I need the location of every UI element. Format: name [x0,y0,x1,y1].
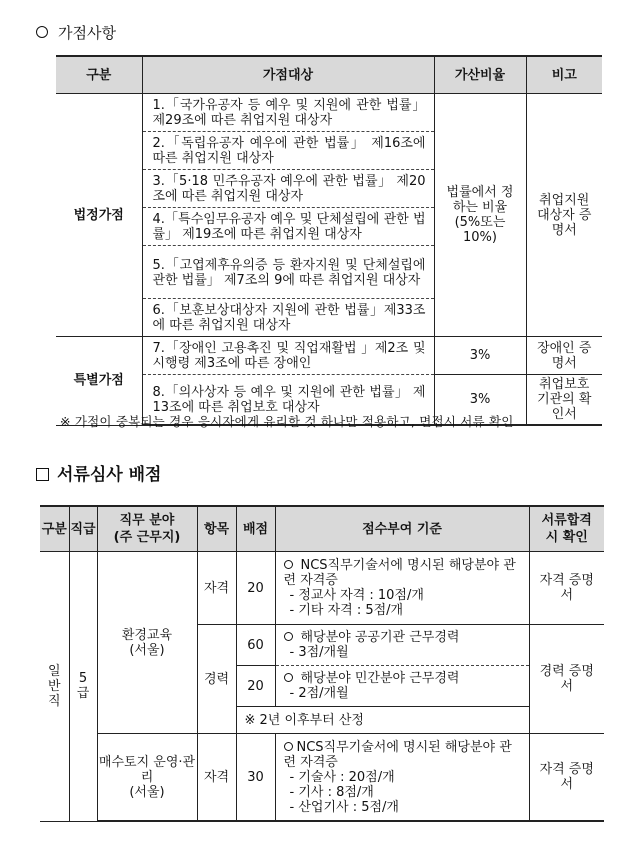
header-rate: 가산비율 [434,56,526,94]
score-cell: 60 [236,625,275,666]
item-qualification: 자격 [197,734,236,822]
item-career: 경력 [197,625,236,734]
header-note: 비고 [526,56,602,94]
bonus-points-table [56,55,602,426]
criteria-cell: 해당분야 민간분야 근무경력 - 2점/개월 [275,666,529,707]
circle-bullet-icon [36,26,48,38]
section-title-document-screening: 서류심사 배점 [36,460,161,485]
header-score: 배점 [236,506,275,552]
check-cell: 자격 증명서 [529,552,604,625]
bonus-footnote: ※ 가점이 중복되는 경우 응시자에게 유리한 것 하나만 적용하고, 면접시 서류 확인 [60,414,514,429]
legal-note: 취업지원 대상자 증명서 [526,94,602,337]
circle-bullet-icon [284,673,293,682]
table-row [40,552,604,625]
header-field: 직무 분야 (주 근무지) [97,506,197,552]
division-cell: 일반직 [40,552,69,822]
special-rate: 3% [434,375,526,426]
legal-rate: 법률에서 정하는 비율 (5%또는 10%) [434,94,526,337]
table-row [56,337,602,375]
header-division: 구분 [40,506,69,552]
table-header-row [40,506,604,552]
header-category: 구분 [56,56,142,94]
grade-cell: 5급 [69,552,97,822]
document-screening-table [40,505,604,822]
legal-item: 5.「고엽제후유의증 등 환자지원 및 단체설립에 관한 법률」 제7조의 9에 따른 취업지원 대상자 [142,246,434,299]
score-cell: 30 [236,734,275,822]
criteria-cell: 해당분야 공공기관 근무경력 - 3점/개월 [275,625,529,666]
special-category: 특별가점 [56,337,142,426]
legal-item: 4.「특수임무유공자 예우 및 단체설립에 관한 법률」 제19조에 따른 취업지원 대상자 [142,208,434,246]
header-check: 서류합격 시 확인 [529,506,604,552]
circle-bullet-icon [284,560,293,569]
check-cell: 경력 증명서 [529,625,604,734]
table-row [40,734,604,822]
item-qualification: 자격 [197,552,236,625]
score-cell: 20 [236,666,275,707]
score-cell: 20 [236,552,275,625]
legal-category: 법정가점 [56,94,142,337]
field-cell-env-education: 환경교육 (서울) [97,552,197,734]
table-row [56,94,602,132]
legal-item: 2.「독립유공자 예우에 관한 법률」 제16조에 따른 취업지원 대상자 [142,132,434,170]
criteria-cell: NCS직무기술서에 명시된 해당분야 관련 자격증 - 정교사 자격 : 10점/개 - 기타 자격 : 5점/개 [275,552,529,625]
special-item: 8.「의사상자 등 예우 및 지원에 관한 법률」 제13조에 따른 취업보호 대상자 [142,375,434,426]
circle-bullet-icon [284,742,293,751]
header-criteria: 점수부여 기준 [275,506,529,552]
header-grade: 직급 [69,506,97,552]
career-note: ※ 2년 이후부터 산정 [236,707,529,734]
special-note: 장애인 증명서 [526,337,602,375]
legal-item: 3.「5·18 민주유공자 예우에 관한 법률」 제20조에 따른 취업지원 대상자 [142,170,434,208]
check-cell: 자격 증명서 [529,734,604,822]
circle-bullet-icon [284,632,293,641]
criteria-cell: NCS직무기술서에 명시된 해당분야 관련 자격증 - 기술사 : 20점/개 - 기사 : 8점/개 - 산업기사 : 5점/개 [275,734,529,822]
section-title-bonus: 가점사항 [36,22,116,43]
field-cell-land-management: 매수토지 운영·관리 (서울) [97,734,197,822]
special-rate: 3% [434,337,526,375]
table-header-row [56,56,602,94]
header-target: 가점대상 [142,56,434,94]
special-note: 취업보호 기관의 확인서 [526,375,602,426]
header-item: 항목 [197,506,236,552]
legal-item: 6.「보훈보상대상자 지원에 관한 법률」제33조에 따른 취업지원 대상자 [142,299,434,337]
special-item: 7.「장애인 고용촉진 및 직업재활법 」제2조 및 시행령 제3조에 따른 장애인 [142,337,434,375]
square-bullet-icon [36,468,49,481]
legal-item: 1.「국가유공자 등 예우 및 지원에 관한 법률」제29조에 따른 취업지원 대상자 [142,94,434,132]
